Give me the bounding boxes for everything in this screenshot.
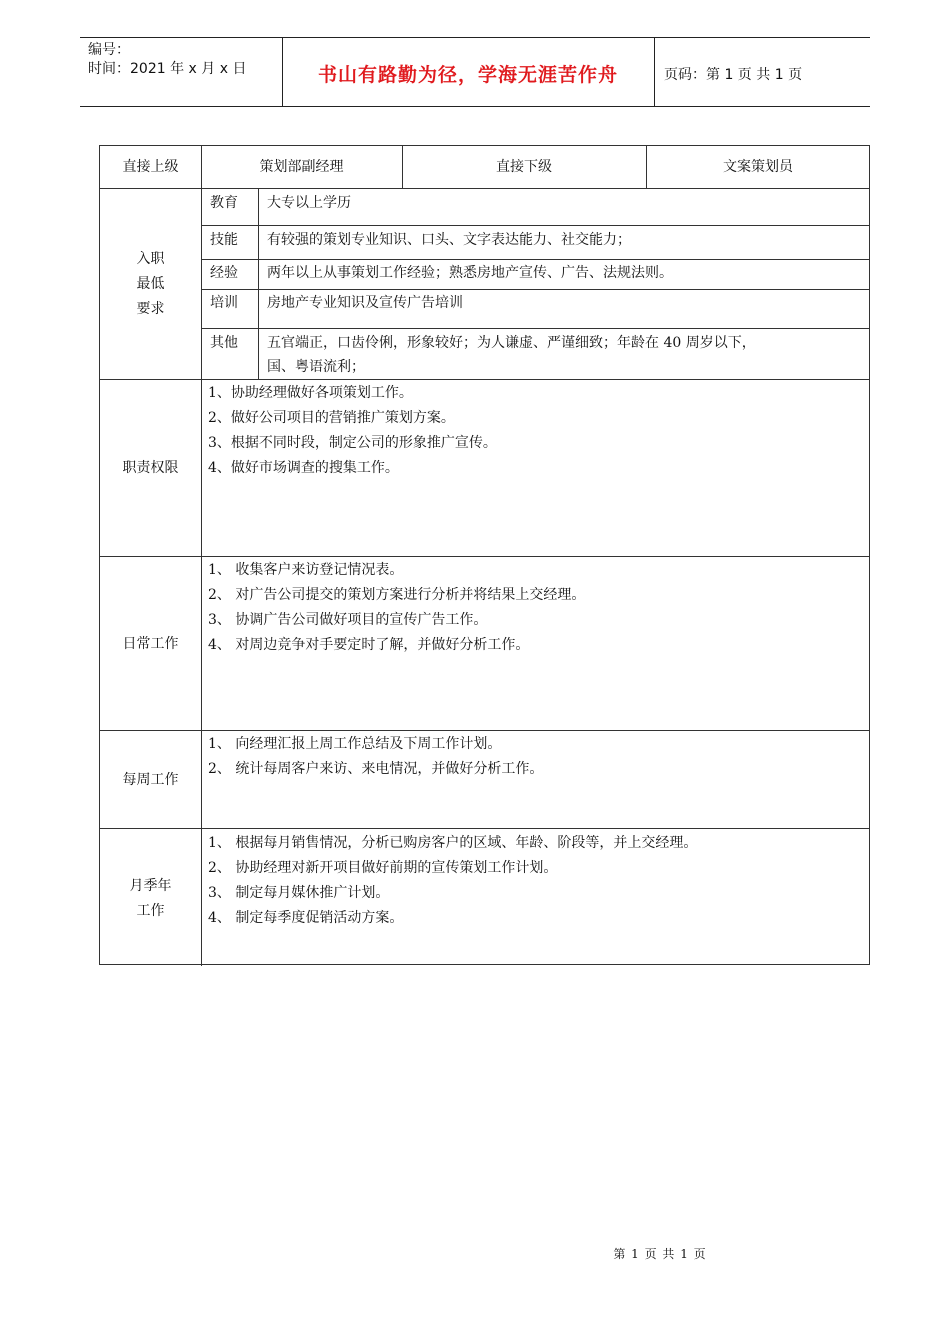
table-rule xyxy=(201,225,870,226)
subordinate-value: 文案策划员 xyxy=(723,159,793,175)
list-item: 3、 制定每月媒休推广计划。 xyxy=(208,885,390,901)
document-header xyxy=(80,37,870,107)
requirement-value: 有较强的策划专业知识、口头、文字表达能力、社交能力； xyxy=(267,232,631,248)
list-item: 4、做好市场调查的搜集工作。 xyxy=(208,460,399,476)
job-description-table xyxy=(99,145,870,965)
requirement-value: 房地产专业知识及宣传广告培训 xyxy=(267,295,463,311)
superior-value: 策划部副经理 xyxy=(259,159,344,175)
requirements-label-line: 要求 xyxy=(136,301,165,317)
list-item: 3、根据不同时段，制定公司的形象推广宣传。 xyxy=(208,435,497,451)
header-meta xyxy=(88,41,246,79)
header-page-info: 页码：第 1 页 共 1 页 xyxy=(664,67,803,83)
superior-label: 直接上级 xyxy=(122,159,179,175)
requirement-label: 技能 xyxy=(210,232,238,248)
table-rule xyxy=(100,828,870,829)
periodic-work-label-line: 月季年 xyxy=(129,878,172,894)
document-date: 时间：2021 年 x 月 x 日 xyxy=(88,61,247,77)
requirement-label: 培训 xyxy=(210,295,238,311)
document-number-label: 编号： xyxy=(88,42,130,58)
periodic-work-label-line: 工作 xyxy=(136,903,165,919)
weekly-work-label: 每周工作 xyxy=(122,772,179,788)
subordinate-label: 直接下级 xyxy=(496,159,552,175)
list-item: 2、 协助经理对新开项目做好前期的宣传策划工作计划。 xyxy=(208,860,558,876)
requirement-label: 经验 xyxy=(210,265,238,281)
list-item: 2、做好公司项目的营销推广策划方案。 xyxy=(208,410,455,426)
list-item: 4、 对周边竞争对手要定时了解，并做好分析工作。 xyxy=(208,637,530,653)
requirement-value: 五官端正，口齿伶俐，形象较好；为人谦虚、严谨细致；年龄在 40 周岁以下， xyxy=(267,335,756,351)
list-item: 1、协助经理做好各项策划工作。 xyxy=(208,385,413,401)
table-rule xyxy=(201,146,202,966)
periodic-work-label xyxy=(100,874,201,924)
table-rule xyxy=(258,188,259,379)
table-rule xyxy=(100,188,870,189)
list-item: 1、 收集客户来访登记情况表。 xyxy=(208,562,404,578)
table-rule xyxy=(100,379,870,380)
duties-label: 职责权限 xyxy=(122,460,179,476)
daily-work-label: 日常工作 xyxy=(122,636,179,652)
daily-work-list xyxy=(208,558,585,658)
requirement-value: 两年以上从事策划工作经验；熟悉房地产宣传、广告、法规法则。 xyxy=(267,265,673,281)
requirements-label-line: 入职 xyxy=(136,251,165,267)
table-rule xyxy=(201,259,870,260)
header-divider xyxy=(654,38,655,106)
requirement-value: 大专以上学历 xyxy=(267,195,351,211)
requirement-label: 教育 xyxy=(210,195,238,211)
list-item: 3、 协调广告公司做好项目的宣传广告工作。 xyxy=(208,612,488,628)
table-rule xyxy=(201,289,870,290)
requirements-label xyxy=(100,247,201,322)
list-item: 2、 统计每周客户来访、来电情况，并做好分析工作。 xyxy=(208,761,544,777)
weekly-work-list xyxy=(208,732,543,782)
duties-list xyxy=(208,381,497,481)
page-footer: 第 1 页 共 1 页 xyxy=(613,1247,707,1261)
list-item: 2、 对广告公司提交的策划方案进行分析并将结果上交经理。 xyxy=(208,587,586,603)
table-rule xyxy=(201,328,870,329)
header-motto: 书山有路勤为径，学海无涯苦作舟 xyxy=(317,64,618,86)
table-rule xyxy=(100,730,870,731)
list-item: 1、 向经理汇报上周工作总结及下周工作计划。 xyxy=(208,736,502,752)
periodic-work-list xyxy=(208,831,697,931)
requirements-label-line: 最低 xyxy=(136,276,165,292)
requirement-label: 其他 xyxy=(210,335,238,351)
requirement-value-continued: 国、粤语流利； xyxy=(267,359,365,375)
list-item: 1、 根据每月销售情况，分析已购房客户的区域、年龄、阶段等，并上交经理。 xyxy=(208,835,698,851)
list-item: 4、 制定每季度促销活动方案。 xyxy=(208,910,404,926)
table-rule xyxy=(100,556,870,557)
